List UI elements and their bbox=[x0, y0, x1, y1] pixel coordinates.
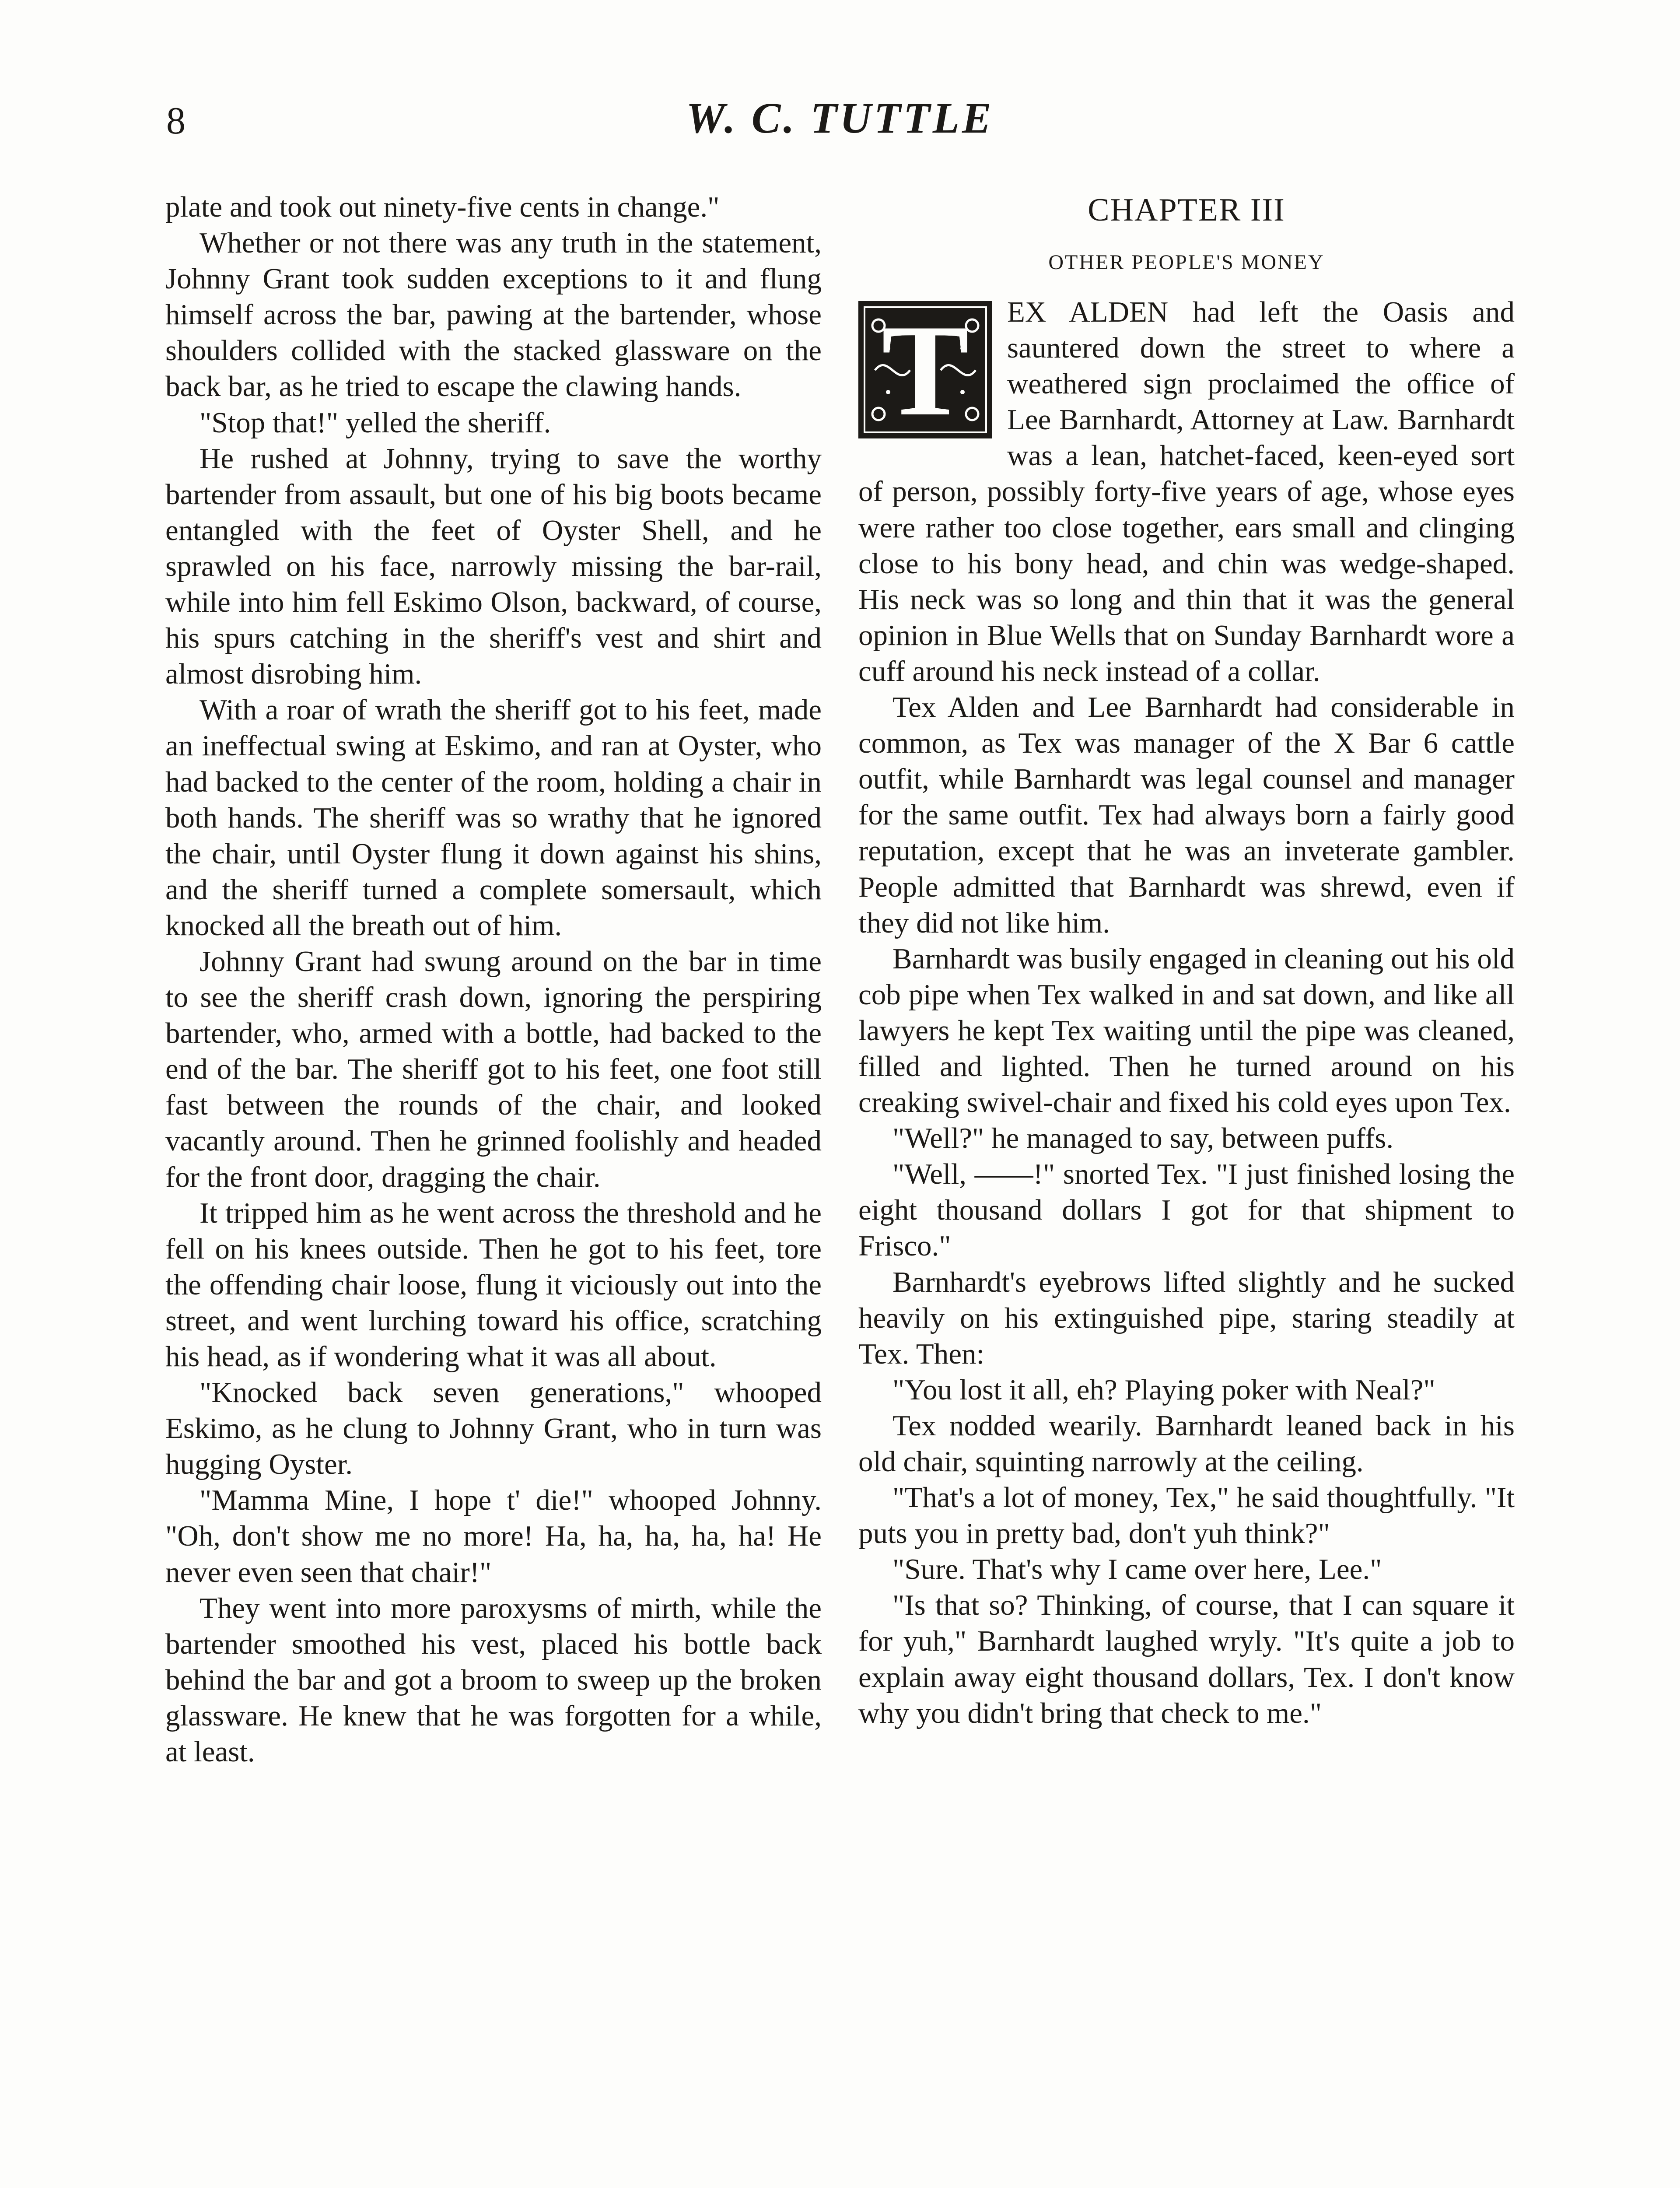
paragraph: Whether or not there was any truth in the statement, Johnny Grant took sudden exceptions to it and flung himself across the bar, pawing at the bartender, whose shoulders collided with the stacked glassware on the back bar, as he tried to escape the clawing hands. bbox=[165, 227, 822, 403]
paragraph: "Mamma Mine, I hope t' die!" whooped Johnny. "Oh, don't show me no more! Ha, ha, ha, ha, ha! He never even seen that chair!" bbox=[165, 1484, 822, 1588]
paragraph: "You lost it all, eh? Playing poker with Neal?" bbox=[892, 1373, 1435, 1406]
chapter-title: CHAPTER III bbox=[1088, 192, 1285, 228]
paragraph: "Well, ——!" snorted Tex. "I just finished losing the eight thousand dollars I got for that shipment to Frisco." bbox=[858, 1158, 1515, 1262]
running-head: W. C. TUTTLE bbox=[686, 94, 994, 142]
paragraph: Tex nodded wearily. Barnhardt leaned back in his old chair, squinting narrowly at the ceiling. bbox=[858, 1409, 1515, 1478]
paragraph: Barnhardt's eyebrows lifted slightly and he sucked heavily on his extinguished pipe, staring steadily at Tex. Then: bbox=[858, 1266, 1515, 1370]
paragraph: Johnny Grant had swung around on the bar in time to see the sheriff crash down, ignoring the perspiring bartender, who, armed with a bottle, had backed to the end of the bar. The sheriff got to his feet, one foot still fast between the rounds of the chair, and looked vacantly around. Then he grinned foolishly and headed for the front door, dragging the chair. bbox=[165, 945, 822, 1193]
paragraph: "Well?" he managed to say, between puffs. bbox=[892, 1122, 1394, 1155]
paragraph: Tex Alden and Lee Barnhardt had considerable in common, as Tex was manager of the X Bar 6 cattle outfit, while Barnhardt was legal counsel and manager for the same outfit. Tex had always born a fairly good reputation, except that he was an inveterate gambler. People admitted that Barnhardt was shrewd, even if they did not like him. bbox=[858, 691, 1515, 939]
chapter-subtitle: OTHER PEOPLE'S MONEY bbox=[1048, 251, 1325, 274]
paragraph: It tripped him as he went across the threshold and he fell on his knees outside. Then he got to his feet, tore the offending chair loose, flung it viciously out into the street, and went lurching toward his office, scratching his head, as if wondering what it was all about. bbox=[165, 1196, 822, 1373]
paragraph: "Knocked back seven generations," whooped Eskimo, as he clung to Johnny Grant, who in turn was hugging Oyster. bbox=[165, 1376, 822, 1481]
paragraph: "Sure. That's why I came over here, Lee." bbox=[892, 1553, 1382, 1586]
paragraph: He rushed at Johnny, trying to save the worthy bartender from assault, but one of his big boots became entangled with the feet of Oyster Shell, and he sprawled on his face, narrowly missing the bar-rail, while into him fell Eskimo Olson, backward, of course, his spurs catching in the sheriff's vest and shirt and almost disrobing him. bbox=[165, 442, 822, 691]
paragraph: Barnhardt was busily engaged in cleaning out his old cob pipe when Tex walked in and sat down, and like all lawyers he kept Tex waiting until the pipe was cleaned, filled and lighted. Then he turned around on his creaking swivel-chair and fixed his cold eyes upon Tex. bbox=[858, 942, 1515, 1119]
right-column bbox=[858, 189, 1515, 1731]
dropcap-letter: T bbox=[881, 301, 970, 438]
paragraph: "That's a lot of money, Tex," he said thoughtfully. "It puts you in pretty bad, don't yuh think?" bbox=[858, 1481, 1515, 1550]
paragraph: They went into more paroxysms of mirth, while the bartender smoothed his vest, placed his bottle back behind the bar and got a broom to sweep up the broken glassware. He knew that he was forgotten for a while, at least. bbox=[165, 1592, 822, 1768]
paragraph: plate and took out ninety-five cents in change." bbox=[165, 191, 720, 223]
paragraph: "Stop that!" yelled the sheriff. bbox=[200, 406, 551, 439]
paragraph: "Is that so? Thinking, of course, that I can square it for yuh," Barnhardt laughed wryly. "It's quite a job to explain away eight thousand dollars, Tex. I don't know why you didn't bring that check to me." bbox=[858, 1589, 1515, 1729]
opening-paragraph bbox=[858, 294, 1515, 689]
paragraph: With a roar of wrath the sheriff got to his feet, made an ineffectual swing at Eskimo, and ran at Oyster, who had backed to the center of the room, holding a chair in both hands. The sheriff was so wrathy that he ignored the chair, until Oyster flung it down against his shins, and the sheriff turned a complete somersault, which knocked all the breath out of him. bbox=[165, 694, 822, 942]
opening-paragraph-text: EX ALDEN had left the Oasis and sauntered down the street to where a weathered sign proclaimed the office of Lee Barnhardt, Attorney at Law. Barnhardt was a lean, hatchet-faced, keen-eyed sort of person, possibly forty-five years of age, whose eyes were rather too close together, ears small and clinging close to his bony head, and chin was wedge-shaped. His neck was so long and thin that it was the general opinion in Blue Wells that on Sunday Barnhardt wore a cuff around his neck instead of a collar. bbox=[858, 296, 1515, 687]
page-number: 8 bbox=[166, 100, 186, 142]
page-header bbox=[162, 94, 1518, 151]
decorative-initial bbox=[858, 301, 992, 438]
left-column bbox=[165, 189, 822, 1770]
